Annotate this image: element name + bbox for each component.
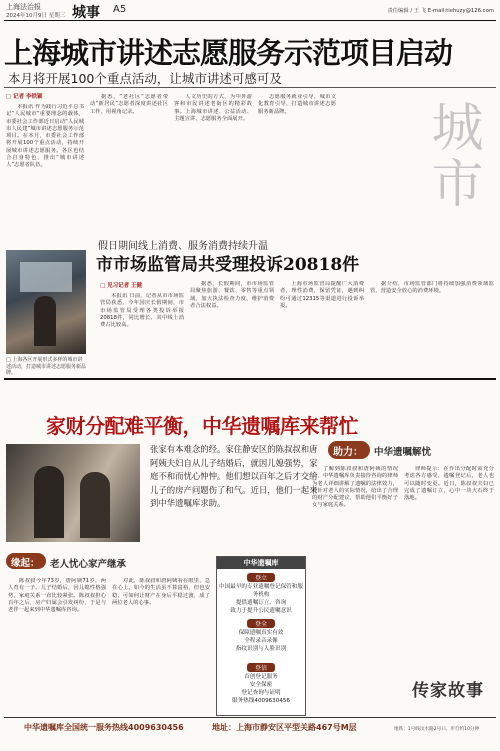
info-box [216,556,306,716]
article2-kicker: 假日期间线上消费、服务消费持续升温 [98,241,268,252]
page-number: A5 [113,4,127,15]
origin-title: 老人忧心家产继承 [50,559,127,570]
article3-right-col [312,466,398,686]
helper-label: 助力： [333,447,363,458]
origin-label: 缘起： [11,558,40,569]
article3-mid-col [112,578,210,718]
box-section3 [219,673,303,705]
article2-col4-text: 据介绍，市场监管部门将持续加强消费领域监管，营造安全放心的消费环境。 [370,281,494,295]
box-line: 首创登记服务 [244,674,278,680]
article2-headline: 市市场监管局共受理投诉20818件 [96,255,360,275]
photo-screen [20,262,72,292]
article1-col2 [90,94,168,248]
footer-address: 地址：上海市静安区平型关路467号M层 [212,723,357,732]
box-line: 致力于提升公民遗嘱意识 [230,608,292,614]
article3-headline: 家财分配难平衡，中华遗嘱库来帮忙 [46,414,358,438]
article2-byline: □ 见习记者 王健 [100,283,143,289]
article2-col3-text: 上海市场监管局提醒广大消费者，理性消费，保留凭证，遇到纠纷可通过12315等渠道进行投诉举报。 [280,281,364,309]
box-section2 [219,629,303,653]
article1-subhead: 本月将开展100个重点活动，让城市讲述可感可及 [8,71,282,86]
box-line: 指纹识别与人脸识别 [235,646,287,652]
photo-figure-1 [34,466,64,538]
box-section1 [219,583,303,615]
article3-mid-text: 对此，陈叔叔和唐阿姨看在眼里，急在心上。如今的生活虽不算富裕，但也安稳，可如何让财产在身后平稳过渡，成了两位老人的心事。 [112,578,210,606]
article3-right-text: 了解到陈叔叔和唐阿姨的情况后，中华遗嘱库负责接待咨询的律师为老人详细讲解了遗嘱的法律效力，并针对老人的实际情况，给出了合理的财产分配建议，帮助他们平衡好子女与家庭关系。 [312,466,398,509]
article2-col1 [100,293,184,355]
masthead [0,0,500,22]
article1-headline: 上海城市讲述志愿服务示范项目启动 [4,36,453,70]
pullquote: 张家有本难念的经。家住静安区的陈叔叔和唐阿姨夫妇自从儿子结婚后，就因儿媳强势，家庭不和而忧心忡忡。他们想以百年之后才交给儿子的房产问题伤了和气。近日，他们一起来到中华遗嘱库求助。 [150,444,318,508]
box-line: 提供遗嘱订立、咨询 [235,600,287,606]
info-box-header: 中华遗嘱库 [217,557,305,569]
box-section2-label: 登全 [247,619,275,628]
footer-rule [4,717,496,718]
article2-col3 [280,281,364,355]
vertical-city-text: 城市 [422,100,482,212]
editor-info: 责任编辑 / 王 飞 E-mail:tiehuzy@126.com [387,8,494,14]
issue-date: 2024年10月9日 星期三 [6,13,66,19]
article2-col4 [370,281,494,355]
masthead-rule [4,20,496,21]
box-section3-label: 登信 [247,663,275,672]
box-section1-label: 登立 [247,573,275,582]
box-line: 登记查询与证明 [241,690,281,696]
article3-left-text: 陈叔叔今年73岁，唐阿姨71岁，两人育有一子。儿子结婚后，因儿媳性格强势，家庭关系一直比较紧张。陈叔叔担心百年之后，房产归属会引发纠纷，于是与老伴一起来到中华遗嘱库咨询。 [8,578,106,614]
article3-far-right-text: 律师提示：在作出分配时需充分考虑各方感受，遗嘱登记后，老人也可以随时变更。近日，陈叔叔夫妇已完成了遗嘱订立，心中一块大石终于落地。 [404,466,494,502]
photo-person [34,296,56,346]
box-line: 保障遗嘱真实有效 [238,630,284,636]
article1-photo [6,250,86,354]
article1-byline: □ 记者 李铁颖 [6,94,43,100]
article1-col4-text: 志愿服务就业引导，城市文化教育引导，打造城市讲述志愿服务新品牌。 [258,94,336,115]
article3-photo [6,444,140,542]
box-line: 服务热线4009630456 [232,698,290,704]
story-stamp-label: 传家故事 [412,681,484,701]
paper-name: 上海法治报 [6,3,41,11]
article2-col2 [190,281,274,355]
article1-rule [4,87,496,88]
box-line: 全程录音录像 [244,638,278,644]
article1-col1-text: 本报讯 作为践行习近平总书记“人民城市”重要理念的载体，市委社会工作部近日启动“人民城市人民建”城市讲述志愿服务示范项目。在本月，市委社会工作部将开展100个重点活动，持续开展城市讲述志愿服务。各区也结合自身特色，推出“城市讲述人”志愿者队伍。 [6,104,84,169]
article1-col3 [174,94,252,248]
section-title: 城事 [72,5,100,21]
story-stamp [412,670,494,712]
article1-col2-text: 据悉，“老社区”志愿者带动“新居民”志愿者深度讲述社区工作，用视角记录。 [90,94,168,115]
article3-left-col [8,578,106,718]
article1-col3-text: 人文历史的方式，为中外游客和市民讲述老街区的精彩故事。上海城市讲述、公益活动、主题宣讲、志愿服务全面展开。 [174,94,252,122]
photo-caption: □ 上海各区开展形式多样的城市讲述活动，打造城市讲述志愿服务新品牌。 [6,357,87,376]
footer-transport: 地铁：1号线汶水路2号口，步行约10分钟 [394,727,480,732]
box-line: 中国最早的专业遗嘱登记保管和服务机构 [219,584,303,598]
box-line: 安全保密 [249,682,273,688]
footer-hotline: 中华遗嘱库全国统一服务热线4009630456 [24,723,184,732]
article1-col4 [258,94,336,194]
photo-figure-2 [80,472,110,538]
article2-col1-text: 本报讯 日前，记者从市市场监管局获悉，今年国庆长假期间，市市场监管局受理各类投诉举报20818件，同比增长，其中线上消费占比较高。 [100,293,184,329]
helper-title: 中华遗嘱解忧 [374,447,432,458]
page-divider [4,378,496,380]
article3-far-right-col [404,466,494,658]
article1-col1 [6,104,84,248]
article2-col2-text: 据悉，长假期间，市市场监管局聚焦旅游、餐饮、零售等重点领域，加大执法检查力度，维护消费者合法权益。 [190,281,274,309]
